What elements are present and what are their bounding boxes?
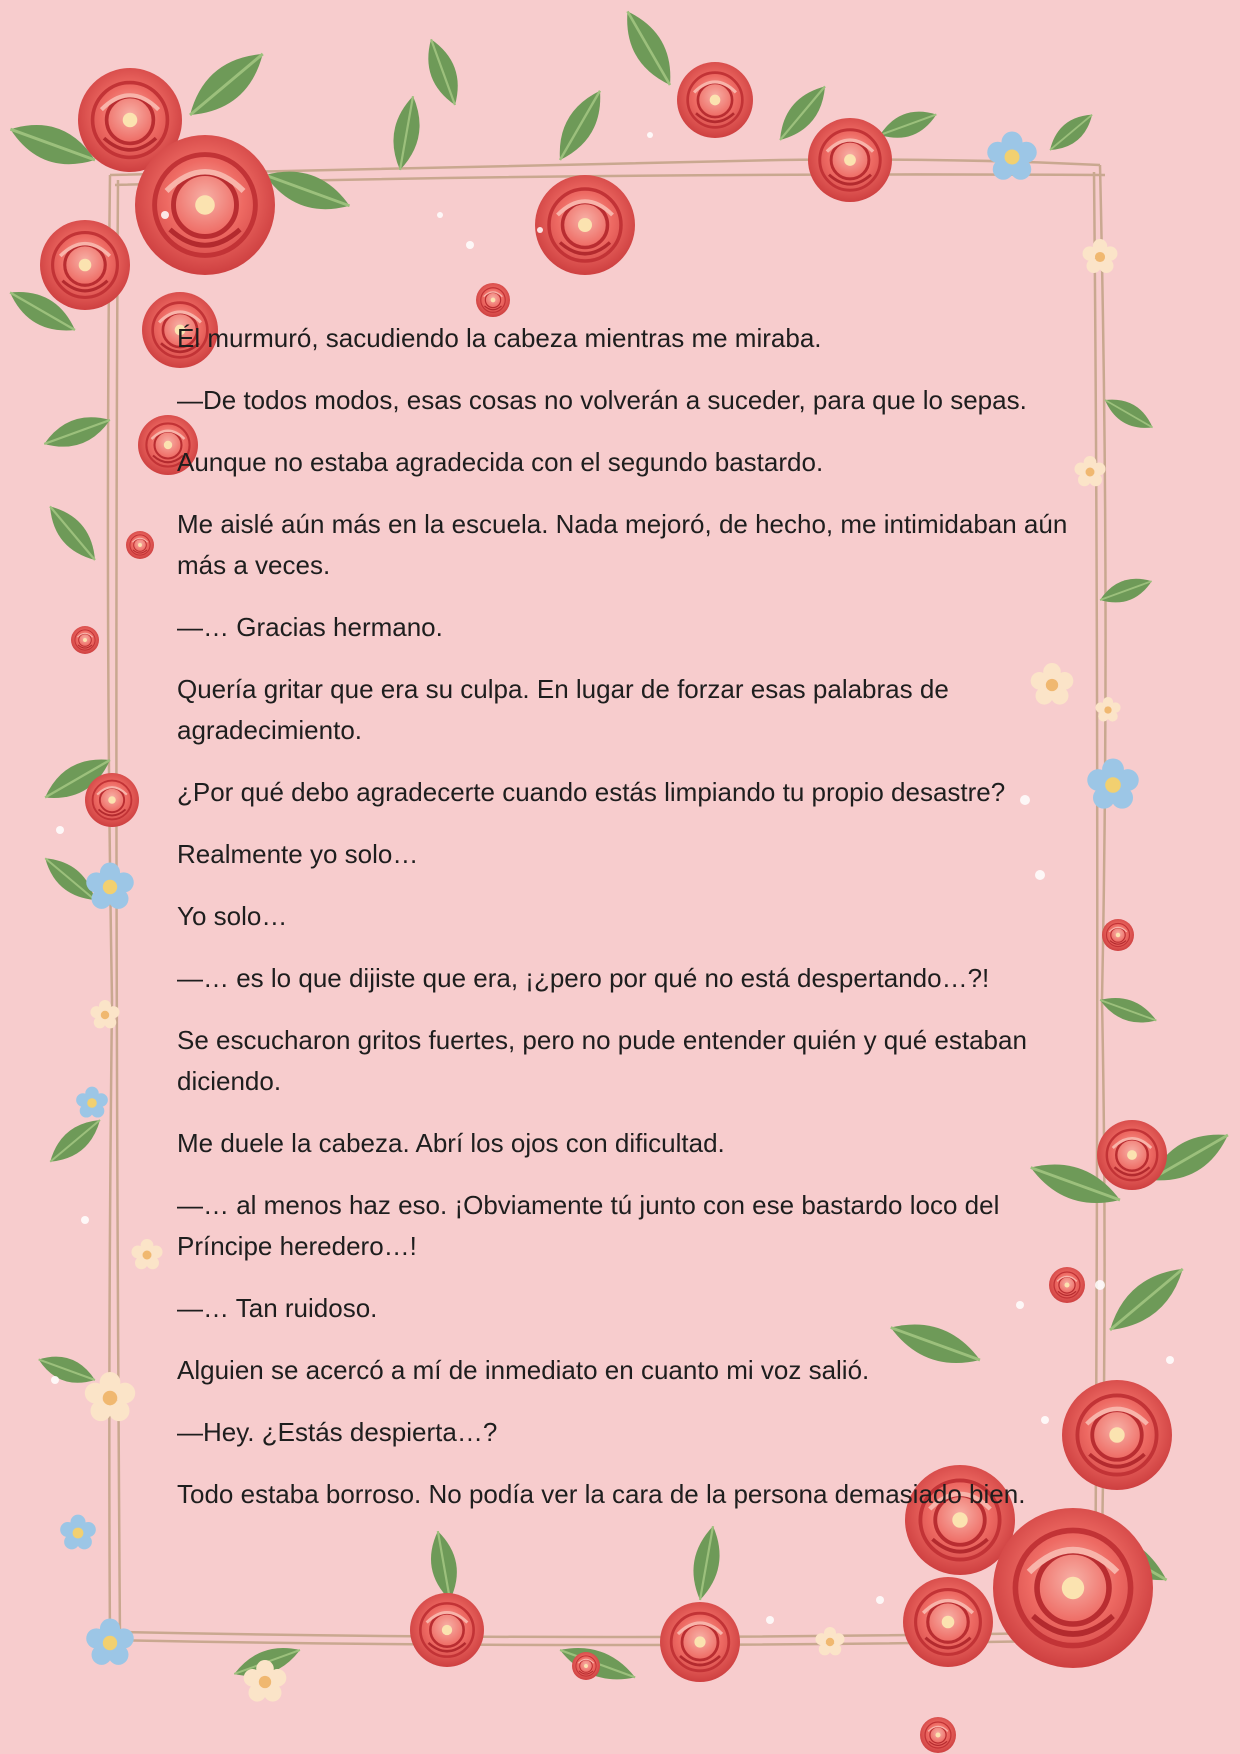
- paragraph: —Hey. ¿Estás despierta…?: [177, 1417, 498, 1447]
- paragraph: Yo solo…: [177, 901, 288, 931]
- story-text: [177, 318, 1087, 1536]
- paragraph: Él murmuró, sacudiendo la cabeza mientras me miraba.: [177, 323, 822, 353]
- paragraph: Realmente yo solo…: [177, 839, 419, 869]
- paragraph: —De todos modos, esas cosas no volverán a suceder, para que lo sepas.: [177, 385, 1027, 415]
- paragraph: Me aislé aún más en la escuela. Nada mejoró, de hecho, me intimidaban aún más a veces.: [177, 509, 1068, 580]
- paragraph: —… Tan ruidoso.: [177, 1293, 378, 1323]
- paragraph: Todo estaba borroso. No podía ver la cara de la persona demasiado bien.: [177, 1479, 1026, 1509]
- paragraph: Me duele la cabeza. Abrí los ojos con dificultad.: [177, 1128, 725, 1158]
- paragraph: —… es lo que dijiste que era, ¡¿pero por qué no está despertando…?!: [177, 963, 990, 993]
- paragraph: ¿Por qué debo agradecerte cuando estás limpiando tu propio desastre?: [177, 777, 1006, 807]
- paragraph: Aunque no estaba agradecida con el segundo bastardo.: [177, 447, 824, 477]
- paragraph: —… al menos haz eso. ¡Obviamente tú junto con ese bastardo loco del Príncipe heredero…!: [177, 1190, 1000, 1261]
- paragraph: Quería gritar que era su culpa. En lugar de forzar esas palabras de agradecimiento.: [177, 674, 949, 745]
- paragraph: Se escucharon gritos fuertes, pero no pude entender quién y qué estaban diciendo.: [177, 1025, 1027, 1096]
- paragraph: Alguien se acercó a mí de inmediato en cuanto mi voz salió.: [177, 1355, 870, 1385]
- paragraph: —… Gracias hermano.: [177, 612, 443, 642]
